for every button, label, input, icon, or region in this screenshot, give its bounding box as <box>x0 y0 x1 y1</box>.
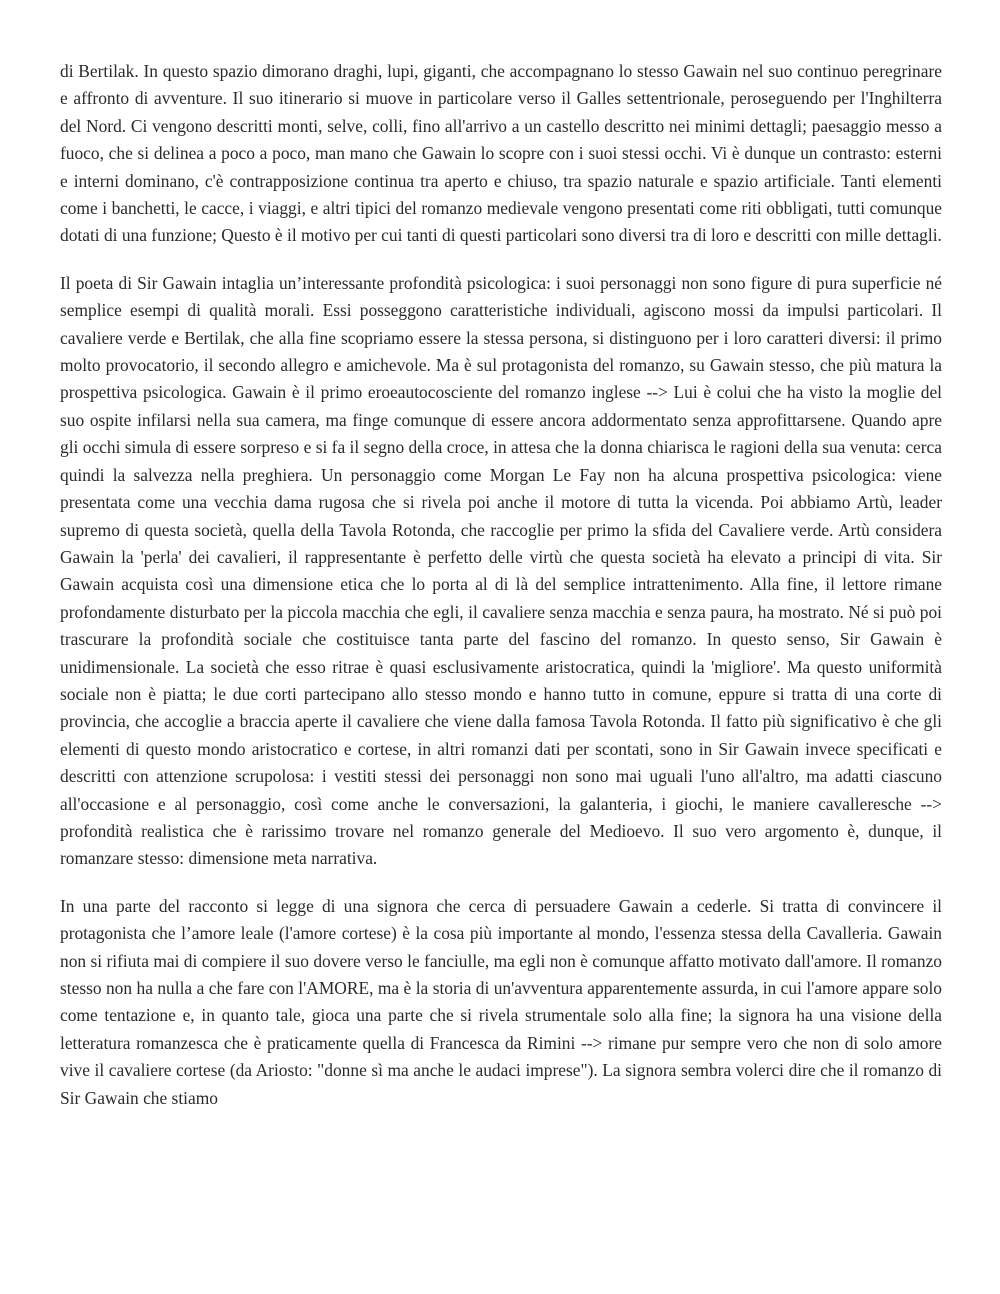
paragraph-love: In una parte del racconto si legge di una signora che cerca di persuadere Gawain a cederle. Si tratta di convincere il protagonista che l’amore leale (l'amore cortese) è la cosa più importante al mondo, l'essenza stessa della Cavalleria. Gawain non si rifiuta mai di compiere il suo dovere verso le fanciulle, ma egli non è comunque affatto motivato dall'amore. Il romanzo stesso non ha nulla a che fare con l'AMORE, ma è la storia di un'avventura apparentemente assurda, in cui l'amore appare solo come tentazione e, in quanto tale, gioca una parte che si rivela strumentale solo alla fine; la signora ha una visione della letteratura romanzesca che è praticamente quella di Francesca da Rimini --> rimane pur sempre vero che non di solo amore vive il cavaliere cortese (da Ariosto: "donne sì ma anche le audaci imprese"). La signora sembra volerci dire che il romanzo di Sir Gawain che stiamo <box>60 895 942 1108</box>
paragraph-landscape: di Bertilak. In questo spazio dimorano draghi, lupi, giganti, che accompagnano lo stesso Gawain nel suo continuo peregrinare e affronto di avventure. Il suo itinerario si muove in particolare verso il Galles settentrionale, peroseguendo per l'Inghilterra del Nord. Ci vengono descritti monti, selve, colli, fino all'arrivo a un castello descritto nei minimi dettagli; paesaggio messo a fuoco, che si delinea a poco a poco, man mano che Gawain lo scopre con i suoi stessi occhi. Vi è dunque un contrasto: esterni e interni dominano, c'è contrapposizione continua tra aperto e chiuso, tra spazio naturale e spazio artificiale. Tanti elementi come i banchetti, le cacce, i viaggi, e altri tipici del romanzo medievale vengono presentati come riti obbligati, tutti comunque dotati di una funzione; Questo è il motivo per cui tanti di questi particolari sono diversi tra di loro e descritti con mille dettagli. <box>60 61 942 246</box>
document-page <box>60 58 942 1132</box>
paragraph-psychology: Il poeta di Sir Gawain intaglia un’interessante profondità psicologica: i suoi personaggi non sono figure di pura superficie né semplice esempi di qualità morali. Essi posseggono caratteristiche individuali, agiscono mossi da impulsi particolari. Il cavaliere verde e Bertilak, che alla fine scopriamo essere la stessa persona, si distinguono per i loro caratteri diversi: il primo molto provocatorio, il secondo allegro e amichevole. Ma è sul protagonista del romanzo, su Gawain stesso, che più matura la prospettiva psicologica. Gawain è il primo eroeautocosciente del romanzo inglese --> Lui è colui che ha visto la moglie del suo ospite infilarsi nella sua camera, ma finge comunque di essere ancora addormentato senza approfittarsene. Quando apre gli occhi simula di essere sorpreso e si fa il segno della croce, in attesa che la donna chiarisca le ragioni della sua venuta: cerca quindi la salvezza nella preghiera. Un personaggio come Morgan Le Fay non ha alcuna prospettiva psicologica: viene presentata come una vecchia dama rugosa che si rivela poi anche il motore di tutta la vicenda. Poi abbiamo Artù, leader supremo di questa società, quella della Tavola Rotonda, che raccoglie per primo la sfida del Cavaliere verde. Artù considera Gawain la 'perla' dei cavalieri, il rappresentante è perfetto delle virtù che questa società ha elevato a principi di vita. Sir Gawain acquista così una dimensione etica che lo porta al di là del semplice intrattenimento. Alla fine, il lettore rimane profondamente disturbato per la piccola macchia che egli, il cavaliere senza macchia e senza paura, ha mostrato. Né si può poi trascurare la profondità sociale che costituisce tanta parte del fascino del romanzo. In questo senso, Sir Gawain è unidimensionale. La società che esso ritrae è quasi esclusivamente aristocratica, quindi la 'migliore'. Ma questo uniformità sociale non è piatta; le due corti partecipano allo stesso mondo e hanno tutto in comune, eppure si tratta di una corte di provincia, che accoglie a braccia aperte il cavaliere che viene dalla famosa Tavola Rotonda. Il fatto più significativo è che gli elementi di questo mondo aristocratico e cortese, in altri romanzi dati per scontati, sono in Sir Gawain invece specificati e descritti con attenzione scrupolosa: i vestiti stessi dei personaggi non sono mai uguali l'uno all'altro, ma adatti ciascuno all'occasione e al personaggio, così come anche le conversazioni, la galanteria, i giochi, le maniere cavalleresche --> profondità realistica che è rarissimo trovare nel romanzo generale del Medioevo. Il suo vero argomento è, dunque, il romanzare stesso: dimensione meta narrativa. <box>60 272 942 869</box>
